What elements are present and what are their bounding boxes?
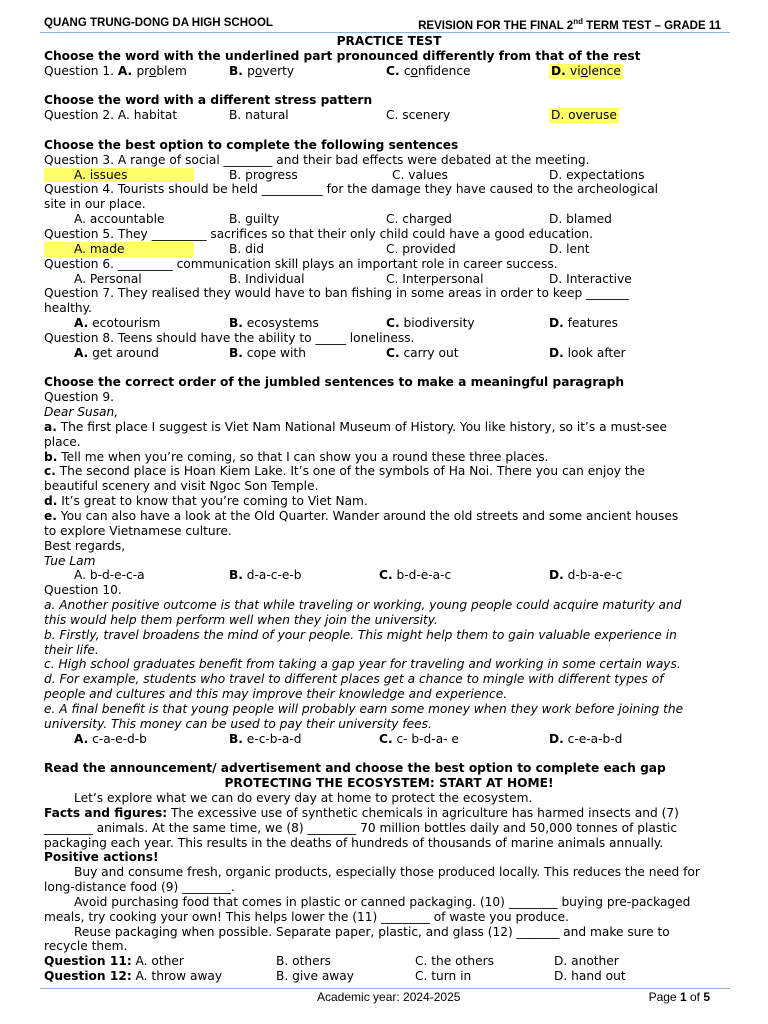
- q8-stem: Question 8. Teens should have the ability to _____ loneliness.: [44, 330, 415, 345]
- header-divider: [40, 32, 730, 33]
- facts-text-1: The excessive use of synthetic chemicals in agriculture has harmed insects and (7): [167, 805, 679, 820]
- q9-e-text-1: You can also have a look at the Old Quarter. Wander around the old streets and some ancient houses: [60, 509, 679, 523]
- q2-label: Question 2.: [44, 108, 118, 123]
- q11-b: B. others: [276, 954, 331, 969]
- q7-b: ecosystems: [242, 316, 319, 331]
- q9-b-letter: b.: [44, 449, 58, 464]
- question-11: [44, 954, 734, 969]
- q6-b: B. Individual: [229, 271, 305, 286]
- academic-year: Academic year: 2024-2025: [317, 990, 461, 1004]
- q10-options: [44, 732, 734, 747]
- test-title: [418, 17, 721, 32]
- page-current: 1: [679, 990, 687, 1004]
- q1-b-underlined: o: [254, 63, 263, 78]
- action-2-line-1: Avoid purchasing food that comes in plastic or canned packaging. (10) ________ buying pre-packaged: [74, 894, 691, 909]
- test-title-pre: REVISION FOR THE FINAL 2: [418, 19, 574, 32]
- q1-b-letter: B.: [229, 63, 248, 78]
- q2-a: A. habitat: [117, 108, 178, 123]
- q10-opt-a-letter: A.: [74, 731, 89, 746]
- q9-signature: Tue Lam: [44, 553, 96, 568]
- q3-d: D. expectations: [549, 167, 645, 182]
- q9-opt-c-letter: C.: [379, 568, 393, 583]
- passage-intro: Let’s explore what we can do every day at home to protect the ecosystem.: [74, 791, 533, 806]
- q10-opt-c: c- b-d-a- e: [392, 731, 459, 746]
- q8-options: [44, 346, 734, 361]
- q10-opt-d: c-e-a-b-d: [563, 731, 623, 746]
- q6-stem: Question 6. _________ communication skill plays an important role in career success.: [44, 256, 558, 271]
- q9-sentence-e-1: [44, 509, 734, 524]
- action-3-line-2: recycle them.: [44, 939, 128, 954]
- q7-a-letter: A.: [74, 316, 89, 331]
- question-12: [44, 969, 734, 984]
- q1-d-highlighted: [549, 64, 623, 79]
- q9-c-letter: c.: [44, 464, 56, 479]
- q7-d: features: [563, 316, 618, 331]
- q12-b: B. give away: [276, 969, 354, 984]
- q12-d: D. hand out: [554, 969, 626, 984]
- q7-b-letter: B.: [229, 316, 243, 331]
- q1-b-pre: p: [247, 63, 255, 78]
- q1-d-underlined: o: [580, 63, 589, 78]
- q5-stem: Question 5. They _________ sacrifices so that their only child could have a good education.: [44, 226, 594, 241]
- q3-c: C. values: [392, 167, 448, 182]
- q9-sentence-a-1: [44, 420, 734, 435]
- page-pre: Page: [648, 990, 680, 1004]
- q9-closing: Best regards,: [44, 538, 126, 553]
- q9-e-letter: e.: [44, 509, 57, 523]
- q10-opt-c-letter: C.: [379, 731, 393, 746]
- q1-b-post: verty: [262, 63, 295, 78]
- question-1: [44, 64, 734, 79]
- action-2-line-2: meals, try cooking your own! This helps lower the (11) ________ of waste you produce.: [44, 909, 570, 924]
- q4-a: A. accountable: [74, 212, 165, 227]
- q8-d: look after: [563, 345, 626, 360]
- q9-b-text: Tell me when you’re coming, so that I can show you a round these three places.: [61, 449, 549, 464]
- section-heading-announcement: Read the announcement/ advertisement and choose the best option to complete each gap: [44, 761, 666, 776]
- q1-a-letter: A.: [117, 63, 137, 78]
- q2-c: C. scenery: [386, 108, 451, 123]
- q7-a: ecotourism: [88, 316, 161, 331]
- q10-label: Question 10.: [44, 583, 122, 598]
- q10-opt-d-letter: D.: [549, 731, 564, 746]
- q4-stem-2: site in our place.: [44, 197, 146, 212]
- q10-b-1: b. Firstly, travel broadens the mind of your people. This might help them to gain valuable experience in: [44, 627, 677, 642]
- q9-opt-b: d-a-c-e-b: [242, 568, 302, 583]
- facts-line-1: [44, 806, 734, 821]
- q4-options: [44, 212, 734, 227]
- q5-b: B. did: [229, 241, 264, 256]
- q3-stem: Question 3. A range of social ________ and their bad effects were debated at the meeting.: [44, 152, 590, 167]
- page-mid: of: [686, 990, 704, 1004]
- q12-label: Question 12:: [44, 969, 132, 984]
- q4-c: C. charged: [386, 212, 452, 227]
- page-footer: [0, 990, 768, 1008]
- q9-opt-d-letter: D.: [549, 568, 564, 583]
- q8-c-letter: C.: [386, 345, 400, 360]
- q6-c: C. Interpersonal: [386, 271, 484, 286]
- positive-actions-label: Positive actions!: [44, 850, 159, 865]
- action-3-line-1: Reuse packaging when possible. Separate paper, plastic, and glass (12) _______ and make sure to: [74, 924, 670, 939]
- q9-sentence-b: [44, 450, 734, 465]
- q9-sentence-c-2: beautiful scenery and visit Ngoc Son Temple.: [44, 479, 319, 494]
- action-1-line-2: long-distance food (9) ________.: [44, 880, 235, 895]
- q1-c-underlined: o: [410, 63, 418, 78]
- q10-d-1: d. For example, students who travel to different places get a chance to mingle with different types of: [44, 672, 664, 687]
- passage-title: PROTECTING THE ECOSYSTEM: START AT HOME!: [224, 776, 554, 791]
- q9-d-letter: d.: [44, 494, 58, 509]
- q4-b: B. guilty: [229, 212, 280, 227]
- q8-c: carry out: [399, 345, 459, 360]
- q12-c: C. turn in: [415, 969, 472, 984]
- q8-b: cope with: [242, 345, 306, 360]
- q9-d-text: It’s great to know that you’re coming to Viet Nam.: [61, 494, 368, 509]
- q10-opt-b: e-c-b-a-d: [242, 731, 302, 746]
- q3-a-highlighted: A. issues: [44, 168, 194, 183]
- q10-c: c. High school graduates benefit from taking a gap year for traveling and working in some certain ways.: [44, 657, 681, 672]
- q9-sentence-e-2: to explore Vietnamese culture.: [44, 523, 232, 538]
- q5-options: [44, 242, 734, 257]
- q10-a-1: a. Another positive outcome is that while traveling or working, young people could acquire maturity and: [44, 598, 682, 613]
- school-name: QUANG TRUNG-DONG DA HIGH SCHOOL: [44, 17, 273, 29]
- q1-a-pre: pr: [136, 63, 149, 78]
- q2-b: B. natural: [229, 108, 289, 123]
- footer-divider: [40, 988, 730, 989]
- q10-opt-a: c-a-e-d-b: [88, 731, 147, 746]
- q7-c-letter: C.: [386, 316, 400, 331]
- q9-options: [44, 568, 734, 583]
- q7-stem-1: Question 7. They realised they would have to ban fishing in some areas in order to keep _______: [44, 286, 629, 301]
- facts-line-2: ________ animals. At the same time, we (8) ________ 70 million bottles daily and 50,000 tonnes of plastic: [44, 820, 678, 835]
- q8-a-letter: A.: [74, 345, 89, 360]
- q10-a-2: this would help them perform well when they join the university.: [44, 612, 438, 627]
- facts-line-3: packaging each year. This results in the deaths of hundreds of thousands of marine animals annually.: [44, 835, 664, 850]
- q9-a-letter: a.: [44, 419, 57, 434]
- q1-a-underlined: o: [148, 63, 157, 78]
- q9-sentence-c-1: [44, 464, 734, 479]
- page-total: 5: [703, 990, 710, 1004]
- q10-e-2: university. This money can be used to pay their university fees.: [44, 716, 432, 731]
- section-heading-pronunciation: Choose the word with the underlined part pronounced differently from that of the rest: [44, 48, 641, 63]
- q10-e-1: e. A final benefit is that young people will probably earn some money when they work before joining the: [44, 701, 684, 716]
- q9-sentence-a-2: place.: [44, 434, 81, 449]
- test-title-sup: nd: [573, 17, 583, 26]
- q9-sentence-d: [44, 494, 734, 509]
- q9-label: Question 9.: [44, 390, 115, 405]
- q10-b-2: their life.: [44, 642, 99, 657]
- q1-label: Question 1.: [44, 63, 118, 78]
- q11-label: Question 11:: [44, 954, 132, 969]
- q12-a: A. throw away: [131, 969, 223, 984]
- facts-label: Facts and figures:: [44, 805, 168, 820]
- q1-a-post: blem: [156, 63, 187, 78]
- q5-d: D. lent: [549, 241, 590, 256]
- action-1-line-1: Buy and consume fresh, organic products, especially those produced locally. This reduces the need for: [74, 865, 700, 880]
- q11-d: D. another: [554, 954, 619, 969]
- q11-c: C. the others: [415, 954, 494, 969]
- q7-d-letter: D.: [549, 316, 564, 331]
- q10-opt-b-letter: B.: [229, 731, 243, 746]
- q2-d-highlighted: D. overuse: [551, 108, 617, 123]
- q1-d-post: lence: [588, 63, 621, 78]
- section-heading-best-option: Choose the best option to complete the following sentences: [44, 137, 459, 152]
- test-title-post: TERM TEST – GRADE 11: [582, 19, 721, 32]
- q7-options: [44, 316, 734, 331]
- q9-opt-c: b-d-e-a-c: [392, 568, 452, 583]
- document-body: [44, 34, 734, 984]
- q8-b-letter: B.: [229, 345, 243, 360]
- q10-d-2: people and cultures and this may improve their knowledge and experience.: [44, 687, 508, 702]
- q3-b: B. progress: [229, 167, 298, 182]
- q7-c: biodiversity: [399, 316, 475, 331]
- question-2: [44, 108, 734, 123]
- q1-c-post: nfidence: [418, 63, 471, 78]
- page-number: [649, 990, 710, 1004]
- q1-c-pre: c: [403, 63, 411, 78]
- q9-opt-d: d-b-a-e-c: [563, 568, 623, 583]
- q1-c-letter: C.: [386, 63, 404, 78]
- q4-d: D. blamed: [549, 212, 612, 227]
- q9-c-text-1: The second place is Hoan Kiem Lake. It’s one of the symbols of Ha Noi. There you can enjoy the: [59, 464, 645, 479]
- q6-d: D. Interactive: [549, 271, 632, 286]
- section-heading-jumbled: Choose the correct order of the jumbled sentences to make a meaningful paragraph: [44, 375, 625, 390]
- q3-options: [44, 168, 734, 183]
- q6-options: [44, 272, 734, 287]
- section-heading-stress: Choose the word with a different stress pattern: [44, 93, 373, 108]
- q8-a: get around: [88, 345, 159, 360]
- q9-opt-b-letter: B.: [229, 568, 243, 583]
- q11-a: A. other: [131, 954, 184, 969]
- q9-greeting: Dear Susan,: [44, 405, 119, 420]
- q8-d-letter: D.: [549, 345, 564, 360]
- page-header: [44, 17, 721, 33]
- q1-d-letter: D.: [551, 63, 570, 78]
- q1-d-pre: vi: [570, 63, 581, 78]
- q6-a: A. Personal: [74, 271, 142, 286]
- q4-stem-1: Question 4. Tourists should be held __________ for the damage they have caused to the archeological: [44, 182, 659, 197]
- q9-opt-a: A. b-d-e-c-a: [74, 568, 145, 583]
- q9-a-text-1: The first place I suggest is Viet Nam National Museum of History. You like history, so it’s a must-see: [60, 419, 667, 434]
- q7-stem-2: healthy.: [44, 301, 92, 316]
- q5-c: C. provided: [386, 241, 456, 256]
- q5-a-highlighted: A. made: [44, 242, 194, 257]
- page-title: PRACTICE TEST: [336, 34, 442, 48]
